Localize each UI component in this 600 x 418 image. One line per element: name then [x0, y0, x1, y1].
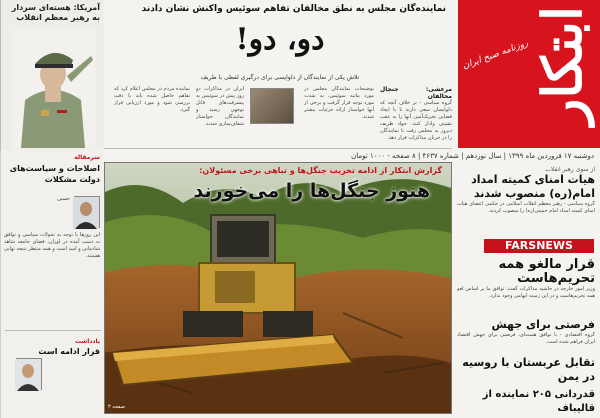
top-strip-headline: نماینده‌گان مجلس به نطق مخالفان تفاهم سوئیس واکنش نشان دادند [141, 4, 446, 14]
right-column-lower [452, 256, 600, 418]
divider [104, 148, 452, 149]
column-1 [380, 86, 452, 146]
big-headline: دو، دو! [235, 22, 325, 57]
big-headline-subtitle: تلاش یکی از نمایندگان از دلواپسی برای درگیری لفظی با ظریف [200, 74, 360, 81]
column-1-title: مرعشی: جنجال مخالفان [380, 86, 452, 100]
column-1-body: گروه سیاسی - بر خلاف آنچه که دلواپسان سعی دارند تا با ایجاد فضایی تحریک‌آمیز، آنها را به عقب نشینی وادار کنند. جواد ظریف دیروز به مجلس رفت تا نمایندگان را در جریان مذاکرات قرار دهد. [380, 100, 452, 141]
story-4 [452, 354, 600, 386]
dateline: دوشنبه ۱۷ فروردین ماه ۱۳۹۹ | سال نوزدهم | شماره ۴۶۳۷ | ۸ صفحه - ۱۰۰۰ تومان [351, 152, 594, 160]
masthead [458, 0, 600, 148]
officer-photo [11, 30, 95, 148]
story-3-body: گروه اقتصادی - با توافق هسته‌ای، فرصتی برای جهش اقتصاد ایران فراهم شده است. [457, 332, 595, 345]
column-3: ایران در مذاکرات دو روز پیش در سوئیس به پیشرفت‌های قابل توجهی رسید و نمایندگان خواستار شفاف‌سازی شدند. [196, 86, 244, 127]
author-photo-1 [74, 196, 100, 228]
editorial-author: حسین [57, 196, 70, 202]
divider [5, 330, 101, 331]
note-headline: قرار ادامه است [38, 347, 100, 356]
logo-subtitle: روزنامه صبح ایران [461, 38, 530, 72]
thumbnail-photo [250, 88, 294, 124]
story-1-body: گروه سیاسی - رهبر معظم انقلاب اسلامی در حکمی اعضای هیات امنای کمیته امداد امام خمینی(ره) را منصوب کردند. [457, 201, 595, 214]
story-1-headline: هیات امنای کمیته امداد امام(ره) منصوب شدند [471, 173, 595, 200]
author-photo-2 [16, 358, 42, 390]
story-3 [452, 316, 600, 354]
column-2: توضیحات نمایندگان مجلس در مورد بیانیه سوئیس، به شدت مورد توجه قرار گرفت و برخی از آنها خواستار ارائه جزئیات بیشتر شدند. [304, 86, 374, 120]
note-label: یادداشت [75, 338, 100, 345]
story-1-kicker: از سوی رهبر انقلاب [545, 166, 595, 173]
story-2-headline: قرار مالغو همه تحریم‌هاست [498, 257, 595, 286]
newspaper-logo: ابتکار [530, 6, 594, 125]
story-5-headline: قدردانی ۲۰۵ نماینده از قالیباف [482, 389, 595, 414]
left-column [0, 150, 104, 418]
story-3-headline: فرصتی برای جهش [491, 318, 595, 331]
left-top-title-1: آمریکا: هسته‌ای سردار [11, 3, 100, 12]
story-2-body: وزیر امور خارجه در حاشیه مذاکرات گفت: توافق ما بر اساس لغو همه تحریم‌هاست و در این زمینه ابهامی وجود ندارد. [457, 286, 595, 299]
editorial-body: این روزها با توجه به تحولات سیاسی و توافق به دست آمده در لوزان، فضای جامعه شاهد شادمانی و امید است و همه منتظر نتیجه نهایی هستند. [4, 232, 100, 259]
editorial-label: سرمقاله [74, 154, 100, 161]
left-top-feature [0, 0, 104, 150]
story-4-headline: تقابل عربستان با روسیه در یمن [462, 356, 595, 383]
story-1 [452, 164, 600, 223]
farsnews-logo: FARSNEWS [484, 239, 594, 253]
main-story-page-ref: صفحه ۳ [108, 404, 125, 410]
editorial-headline: اصلاحات و سیاست‌های دولت مشکلات [9, 164, 100, 184]
story-5 [452, 386, 600, 418]
main-story-kicker: گزارش ابتکار از ادامه تخریب جنگل‌ها و تباهی برخی مسئولان: [199, 166, 442, 175]
left-top-title-2: به رهبر معظم انقلاب [16, 13, 100, 22]
main-story-headline: هنوز جنگل‌ها را می‌خورند [193, 180, 430, 202]
story-2 [452, 256, 600, 316]
column-4: نماینده مردم در مجلس اعلام کرد که تفاهم حاصل شده باید با دقت بررسی شود و مورد ارزیابی قرار گیرد. [114, 86, 190, 113]
